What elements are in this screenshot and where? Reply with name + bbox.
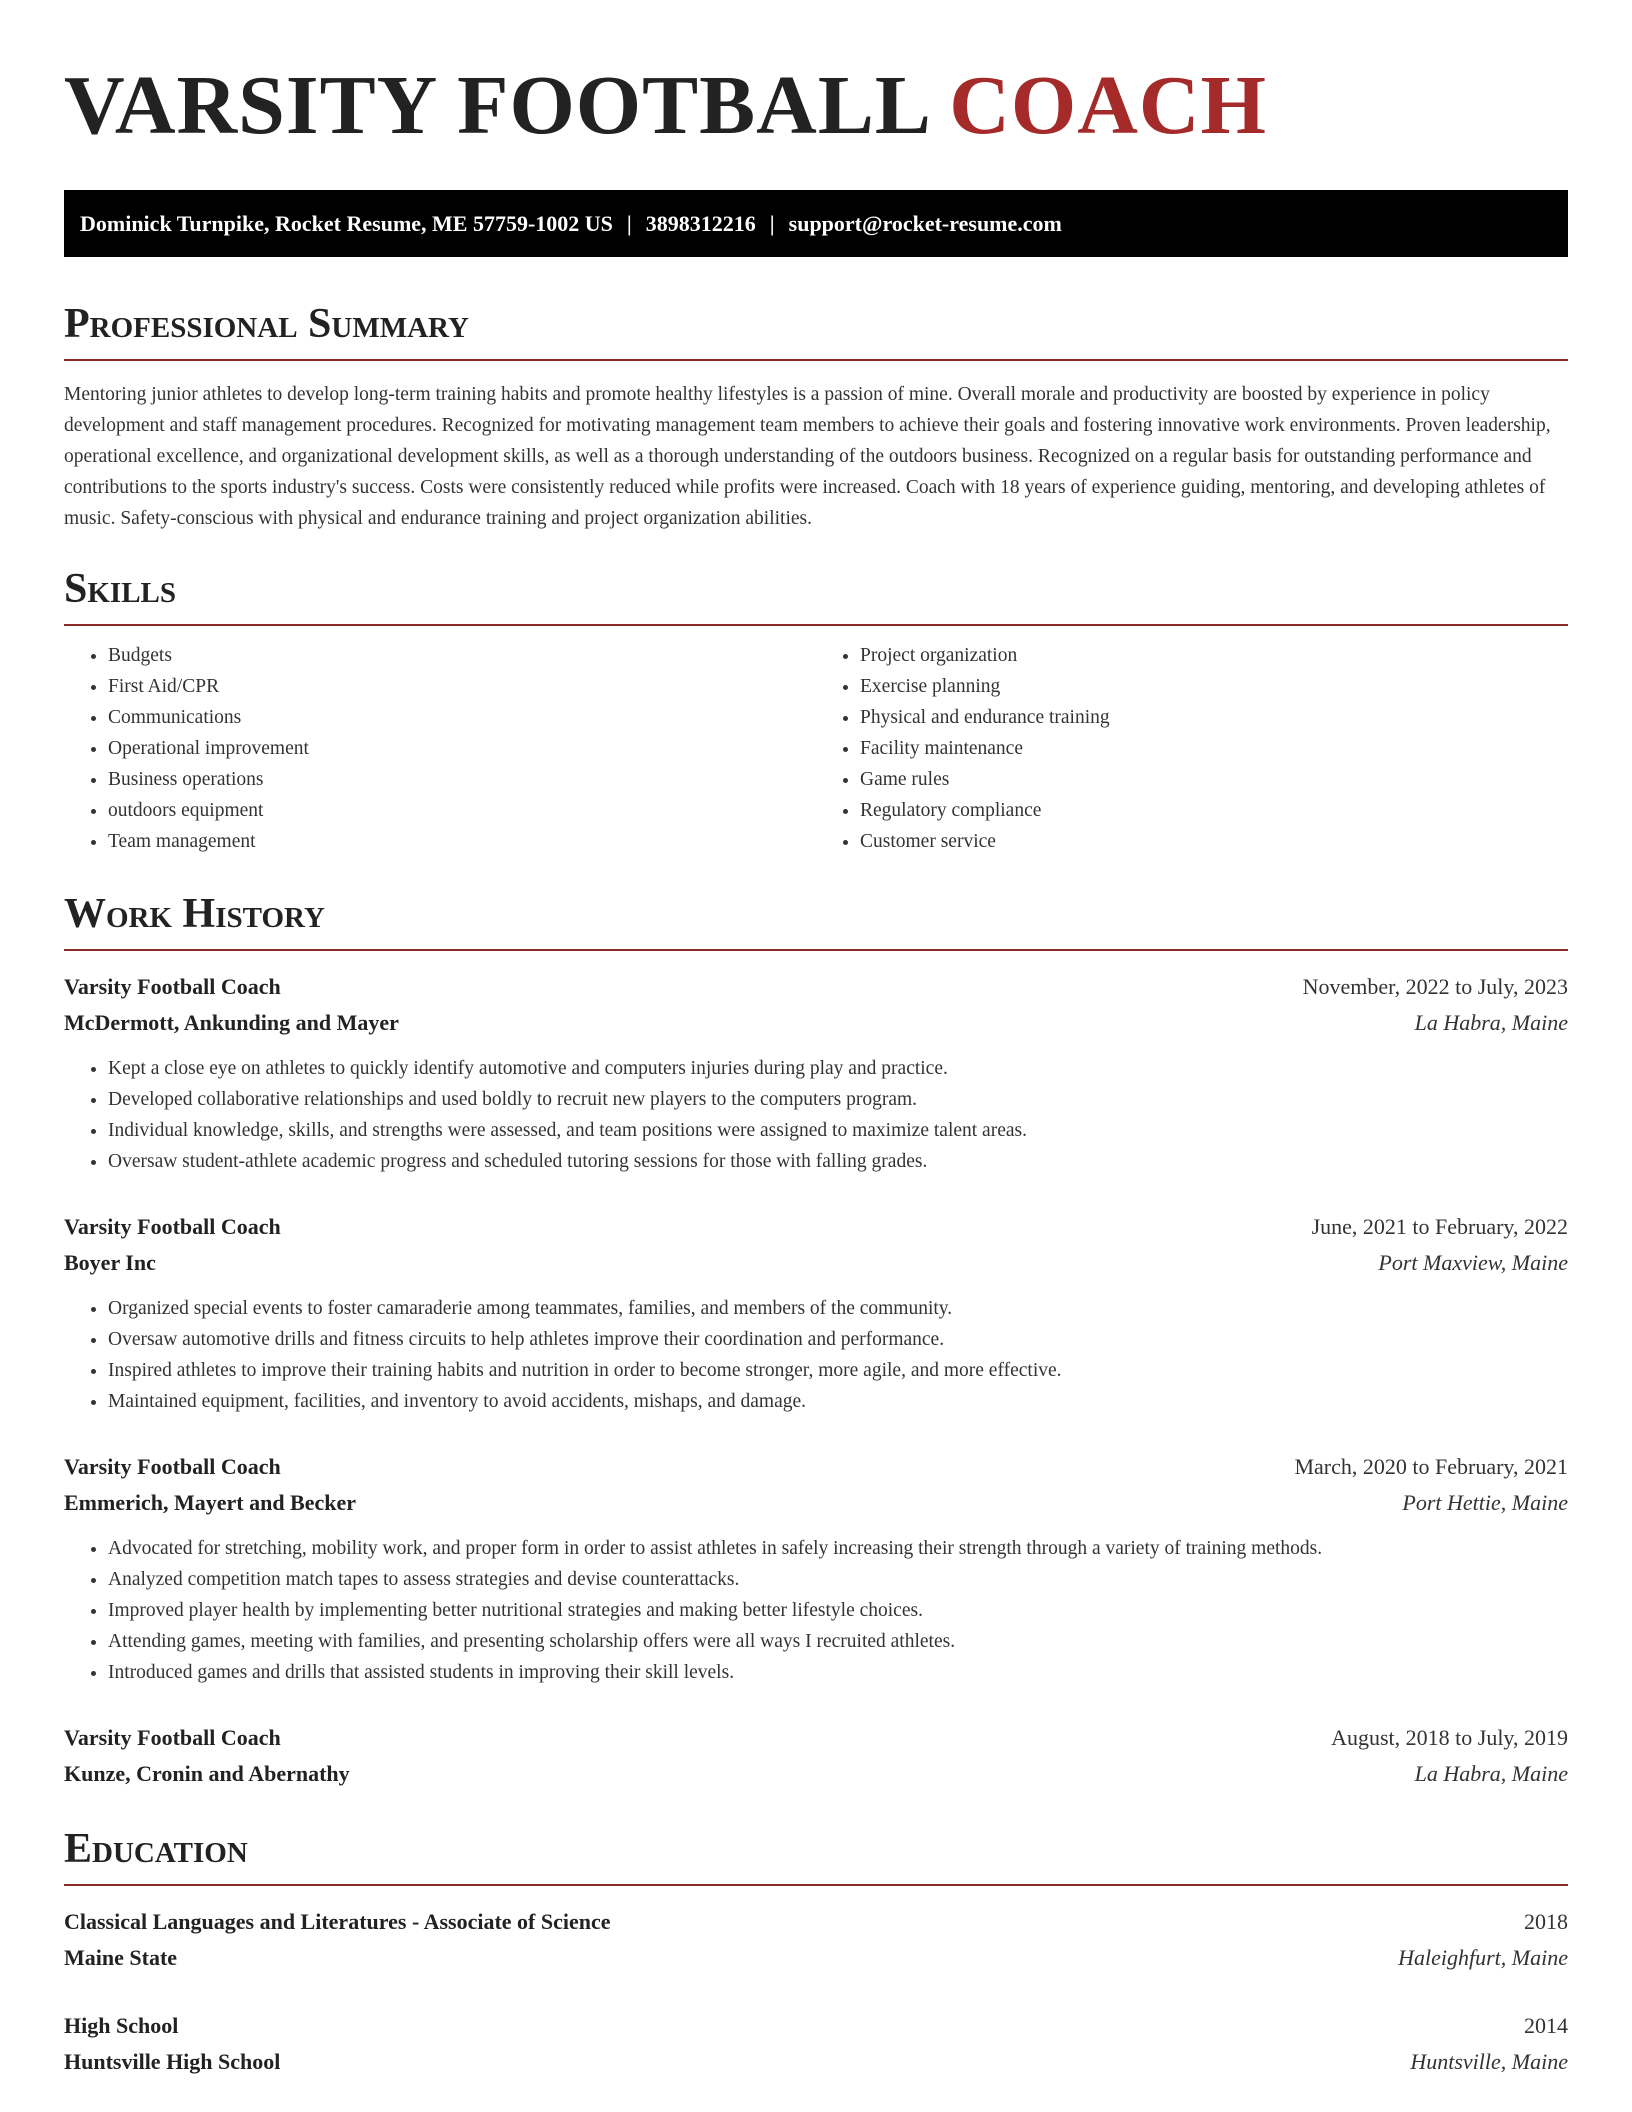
job-dates: March, 2020 to February, 2021: [1294, 1454, 1568, 1479]
job-location: Port Hettie, Maine: [1402, 1490, 1568, 1515]
skill-item: • First Aid/CPR: [108, 671, 816, 702]
skill-item: • Team management: [108, 826, 816, 857]
job-company-row: [64, 1485, 1568, 1521]
contact-address: Dominick Turnpike, Rocket Resume, ME 57759-1002 US: [80, 211, 613, 236]
education-degree-row: [64, 1904, 1568, 1940]
job-company-row: [64, 1005, 1568, 1041]
education-school: Huntsville High School: [64, 2049, 281, 2074]
job-header-row: [64, 1449, 1568, 1485]
resume-title: [64, 52, 1568, 152]
job-title: Varsity Football Coach: [64, 974, 281, 999]
job-bullets: [64, 1053, 1568, 1177]
job-header-row: [64, 1720, 1568, 1756]
education-school-row: [64, 2044, 1568, 2080]
job-dates: November, 2022 to July, 2023: [1302, 974, 1568, 999]
skill-item: • Communications: [108, 702, 816, 733]
job-title: Varsity Football Coach: [64, 1725, 281, 1750]
job-entry: [64, 1720, 1568, 1792]
job-bullet: • Improved player health by implementing better nutritional strategies and making better lifestyle choices.: [108, 1595, 1568, 1626]
skill-item: • Facility maintenance: [860, 733, 1568, 764]
job-entry: [64, 969, 1568, 1177]
skill-item: • outdoors equipment: [108, 795, 816, 826]
education-school: Maine State: [64, 1945, 178, 1970]
job-title: Varsity Football Coach: [64, 1214, 281, 1239]
skills-column-right: [816, 640, 1568, 857]
job-bullet: • Developed collaborative relationships and used boldly to recruit new players to the computers program.: [108, 1084, 1568, 1115]
skill-item: • Budgets: [108, 640, 816, 671]
skill-item: • Exercise planning: [860, 671, 1568, 702]
job-location: Port Maxview, Maine: [1378, 1250, 1568, 1275]
job-company: Kunze, Cronin and Abernathy: [64, 1761, 350, 1786]
skills-list: [64, 640, 1568, 857]
job-bullet: • Kept a close eye on athletes to quickly identify automotive and computers injuries during play and practice.: [108, 1053, 1568, 1084]
job-title: Varsity Football Coach: [64, 1454, 281, 1479]
education-location: Huntsville, Maine: [1410, 2049, 1568, 2074]
education-year: 2018: [1524, 1909, 1568, 1934]
job-bullet: • Inspired athletes to improve their training habits and nutrition in order to become stronger, more agile, and more effective.: [108, 1355, 1568, 1386]
job-company-row: [64, 1756, 1568, 1792]
skill-item: • Physical and endurance training: [860, 702, 1568, 733]
job-bullets: [64, 1533, 1568, 1688]
skill-item: • Operational improvement: [108, 733, 816, 764]
contact-phone: 3898312216: [645, 211, 756, 236]
job-bullet: • Analyzed competition match tapes to assess strategies and devise counterattacks.: [108, 1564, 1568, 1595]
job-bullet: • Oversaw automotive drills and fitness circuits to help athletes improve their coordination and performance.: [108, 1324, 1568, 1355]
job-location: La Habra, Maine: [1414, 1761, 1568, 1786]
job-bullet: • Individual knowledge, skills, and strengths were assessed, and team positions were assigned to maximize talent areas.: [108, 1115, 1568, 1146]
skill-item: • Regulatory compliance: [860, 795, 1568, 826]
education-year: 2014: [1524, 2013, 1568, 2038]
summary-text: Mentoring junior athletes to develop long-term training habits and promote healthy lifestyles is a passion of mine. Overall morale and productivity are boosted by experience in policy development and staff management procedures. Recognized for motivating management team members to achieve their goals and fostering innovative work environments. Proven leadership, operational excellence, and organizational development skills, as well as a thorough understanding of the outdoors business. Recognized on a regular basis for outstanding performance and contributions to the sports industry's success. Costs were consistently reduced while profits were increased. Coach with 18 years of experience guiding, mentoring, and developing athletes of music. Safety-conscious with physical and endurance training and project organization abilities.: [64, 384, 1551, 529]
job-bullet: • Attending games, meeting with families, and presenting scholarship offers were all ways I recruited athletes.: [108, 1626, 1568, 1657]
job-company-row: [64, 1245, 1568, 1281]
education-entry: [64, 2008, 1568, 2080]
job-bullets: [64, 1293, 1568, 1417]
education-school-row: [64, 1940, 1568, 1976]
job-header-row: [64, 969, 1568, 1005]
job-dates: August, 2018 to July, 2019: [1331, 1725, 1568, 1750]
job-bullet: • Oversaw student-athlete academic progress and scheduled tutoring sessions for those with falling grades.: [108, 1146, 1568, 1177]
education-heading: Education: [64, 1828, 1568, 1886]
job-bullet: • Maintained equipment, facilities, and inventory to avoid accidents, mishaps, and damage.: [108, 1386, 1568, 1417]
skill-item: • Customer service: [860, 826, 1568, 857]
job-entry: [64, 1209, 1568, 1417]
job-company: McDermott, Ankunding and Mayer: [64, 1010, 399, 1035]
skills-column-left: [64, 640, 816, 857]
skill-item: • Project organization: [860, 640, 1568, 671]
skill-item: • Business operations: [108, 764, 816, 795]
education-entry: [64, 1904, 1568, 1976]
job-header-row: [64, 1209, 1568, 1245]
job-bullet: • Introduced games and drills that assisted students in improving their skill levels.: [108, 1657, 1568, 1688]
title-accent: COACH: [949, 59, 1267, 152]
skills-heading: Skills: [64, 568, 1568, 626]
work-history-heading: Work History: [64, 893, 1568, 951]
contact-bar: [64, 190, 1568, 257]
education-degree-row: [64, 2008, 1568, 2044]
job-bullet: • Advocated for stretching, mobility work, and proper form in order to assist athletes in safely increasing their strength through a variety of training methods.: [108, 1533, 1568, 1564]
job-bullet: • Organized special events to foster camaraderie among teammates, families, and members of the community.: [108, 1293, 1568, 1324]
summary-heading: Professional Summary: [64, 303, 1568, 361]
contact-separator: |: [626, 211, 632, 236]
title-main: VARSITY FOOTBALL: [64, 59, 928, 152]
contact-separator: |: [769, 211, 775, 236]
job-dates: June, 2021 to February, 2022: [1311, 1214, 1568, 1239]
job-company: Emmerich, Mayert and Becker: [64, 1490, 357, 1515]
education-degree: High School: [64, 2013, 179, 2038]
education-location: Haleighfurt, Maine: [1398, 1945, 1568, 1970]
job-location: La Habra, Maine: [1414, 1010, 1568, 1035]
contact-email: support@rocket-resume.com: [788, 211, 1062, 236]
job-entry: [64, 1449, 1568, 1688]
education-degree: Classical Languages and Literatures - Associate of Science: [64, 1909, 611, 1934]
job-company: Boyer Inc: [64, 1250, 156, 1275]
skill-item: • Game rules: [860, 764, 1568, 795]
